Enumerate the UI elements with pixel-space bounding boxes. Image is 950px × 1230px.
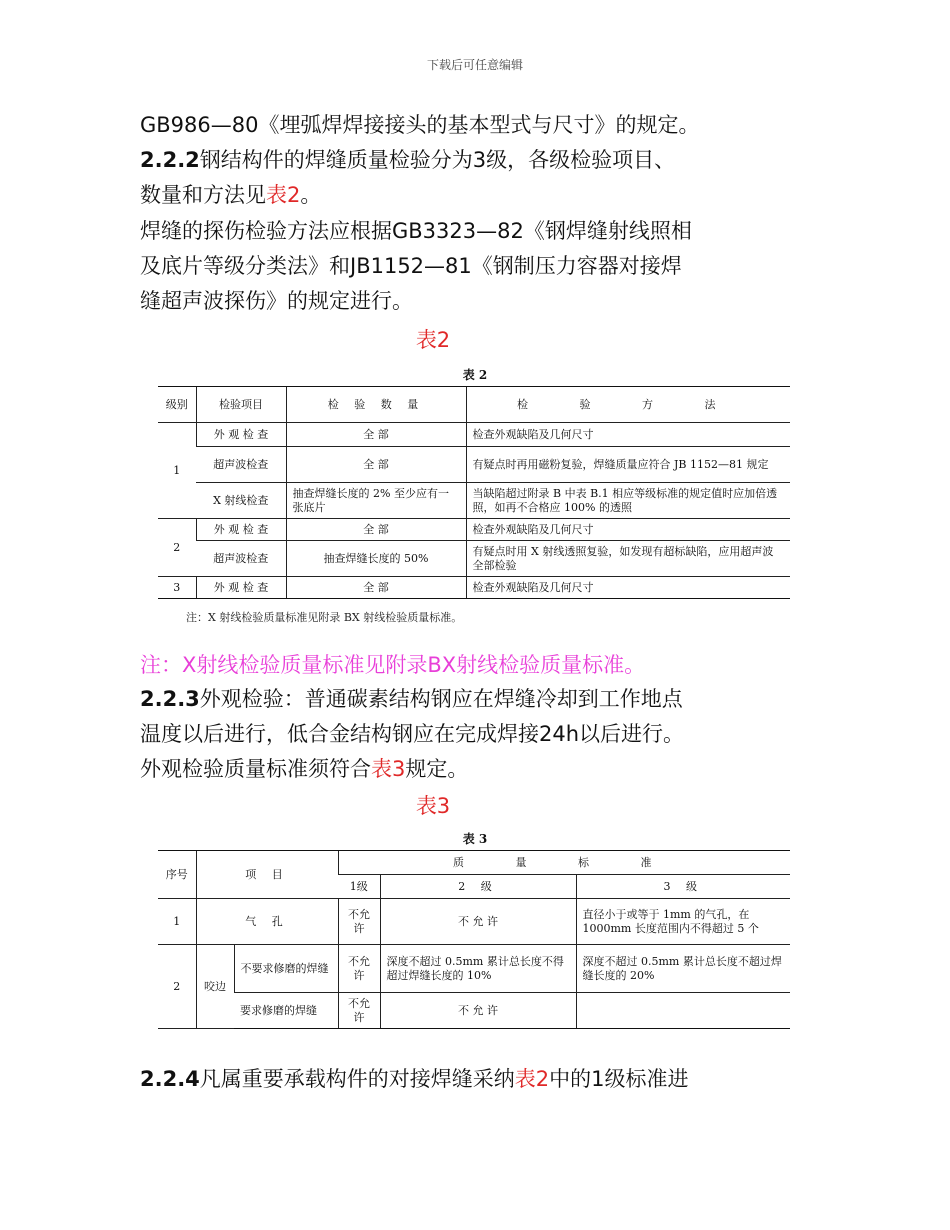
page-header: 下载后可任意编辑 <box>426 58 523 72</box>
table-cell: 不 允 许 <box>380 993 576 1029</box>
table-cell: 超声波检查 <box>196 541 286 577</box>
col-header-quality: 质 量 标 准 <box>338 851 790 875</box>
col-header-level3: 3 级 <box>576 875 790 899</box>
table-cell: 要求修磨的焊缝 <box>234 993 338 1029</box>
table-cell: 全 部 <box>286 423 466 447</box>
text-span: 数量和方法见 <box>140 183 266 207</box>
table2-footnote: 注：X 射线检验质量标准见附录 BX 射线检验质量标准。 <box>186 611 463 624</box>
paragraph-line <box>140 754 468 784</box>
table-cell <box>576 993 790 1029</box>
col-header-level2: 2 级 <box>380 875 576 899</box>
table-cell: 不允许 <box>338 945 380 993</box>
paragraph-line: 缝超声波探伤》的规定进行。 <box>140 289 413 313</box>
table-cell: 超声波检查 <box>196 447 286 483</box>
section-2-2-3-line <box>140 684 683 714</box>
section-number: 2.2.3 <box>140 687 200 711</box>
level-cell: 2 <box>158 519 196 577</box>
seq-cell: 1 <box>158 899 196 945</box>
section-text: 钢结构件的焊缝质量检验分为3级，各级检验项目、 <box>199 148 676 172</box>
paragraph-line: GB986—80《埋弧焊焊接接头的基本型式与尺寸》的规定。 <box>140 113 700 137</box>
table-cell: 不允许 <box>338 899 380 945</box>
text-span: 外观检验质量标准须符合 <box>140 757 371 781</box>
text-span: 中的1级标准进 <box>549 1067 689 1091</box>
section-number: 2.2.4 <box>140 1067 200 1091</box>
table2-link[interactable]: 表2 <box>266 183 301 207</box>
table3-caption: 表3 <box>415 794 451 818</box>
table-cell: X 射线检查 <box>196 483 286 519</box>
col-header-level1: 1级 <box>338 875 380 899</box>
table3-link[interactable]: 表3 <box>371 757 406 781</box>
paragraph-line <box>140 180 321 210</box>
table-cell: 检查外观缺陷及几何尺寸 <box>466 577 790 599</box>
text-span: 凡属重要承载构件的对接焊缝采纳 <box>199 1067 515 1091</box>
paragraph-line: 及底片等级分类法》和JB1152—81《钢制压力容器对接焊 <box>140 254 682 278</box>
table3 <box>158 850 790 1029</box>
col-header-item: 检验项目 <box>196 387 286 423</box>
col-header-level: 级别 <box>158 387 196 423</box>
paragraph-line: 温度以后进行，低合金结构钢应在完成焊接24h以后进行。 <box>140 722 685 746</box>
table-cell: 外 观 检 查 <box>196 577 286 599</box>
table-cell: 不 允 许 <box>380 899 576 945</box>
group-cell: 咬边 <box>196 945 234 1029</box>
col-header-method: 检 验 方 法 <box>466 387 790 423</box>
text-span: 规定。 <box>405 757 469 781</box>
table-cell: 有疑点时用 X 射线透照复验，如发现有超标缺陷，应用超声波全部检验 <box>466 541 790 577</box>
table-cell: 外 观 检 查 <box>196 519 286 541</box>
level-cell: 3 <box>158 577 196 599</box>
table-cell: 不允许 <box>338 993 380 1029</box>
section-2-2-4-line <box>140 1064 689 1094</box>
col-header-quantity: 检 验 数 量 <box>286 387 466 423</box>
table-cell: 深度不超过 0.5mm 累计总长度不得超过焊缝长度的 10% <box>380 945 576 993</box>
section-2-2-2-line <box>140 145 675 175</box>
paragraph-line: 焊缝的探伤检验方法应根据GB3323—82《钢焊缝射线照相 <box>140 219 692 243</box>
table2 <box>158 386 790 599</box>
table2-caption: 表2 <box>415 328 451 352</box>
col-header-item: 项 目 <box>196 851 338 899</box>
table-cell: 直径小于或等于 1mm 的气孔，在 1000mm 长度范围内不得超过 5 个 <box>576 899 790 945</box>
table2-title: 表 2 <box>462 368 488 382</box>
table-cell: 外 观 检 查 <box>196 423 286 447</box>
table-cell: 当缺陷超过附录 B 中表 B.1 相应等级标准的规定值时应加倍透照，如再不合格应 100% 的透照 <box>466 483 790 519</box>
section-number: 2.2.2 <box>140 148 200 172</box>
xray-note: 注：X射线检验质量标准见附录BX射线检验质量标准。 <box>140 653 646 677</box>
table-cell: 检查外观缺陷及几何尺寸 <box>466 423 790 447</box>
seq-cell: 2 <box>158 945 196 1029</box>
table-cell: 气 孔 <box>196 899 338 945</box>
table-cell: 检查外观缺陷及几何尺寸 <box>466 519 790 541</box>
table-cell: 不要求修磨的焊缝 <box>234 945 338 993</box>
section-text: 外观检验：普通碳素结构钢应在焊缝冷却到工作地点 <box>199 687 683 711</box>
table3-title: 表 3 <box>462 832 488 846</box>
table-cell: 全 部 <box>286 519 466 541</box>
table-cell: 全 部 <box>286 577 466 599</box>
table-cell: 抽查焊缝长度的 2% 至少应有一张底片 <box>286 483 466 519</box>
table-cell: 深度不超过 0.5mm 累计总长度不超过焊缝长度的 20% <box>576 945 790 993</box>
level-cell: 1 <box>158 423 196 519</box>
col-header-seq: 序号 <box>158 851 196 899</box>
table-cell: 有疑点时再用磁粉复验，焊缝质量应符合 JB 1152—81 规定 <box>466 447 790 483</box>
text-span: 。 <box>300 183 322 207</box>
table-cell: 抽查焊缝长度的 50% <box>286 541 466 577</box>
table2-link[interactable]: 表2 <box>514 1067 550 1091</box>
table-cell: 全 部 <box>286 447 466 483</box>
